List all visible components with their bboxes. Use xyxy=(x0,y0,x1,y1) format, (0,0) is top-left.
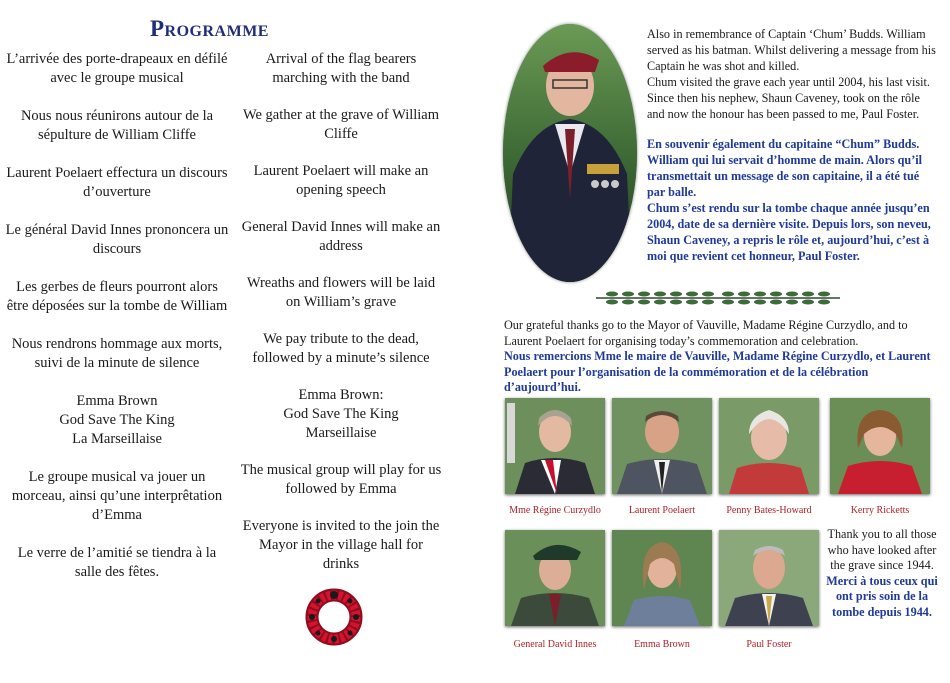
programme-item-en: General David Innes will make an address xyxy=(241,219,441,254)
programme-french-column xyxy=(4,50,230,601)
programme-item-fr: L’arrivée des porte-drapeaux en défilé avec le groupe musical xyxy=(6,51,228,86)
photo-laurent-poelaert xyxy=(612,398,712,494)
caption-kerry-ricketts: Kerry Ricketts xyxy=(850,505,910,516)
thanks-text xyxy=(504,318,940,396)
caption-regine-curzydlo: Mme Régine Curzydlo xyxy=(509,505,601,516)
programme-item-fr: Nous rendrons hommage aux morts, suivi de la minute de silence xyxy=(11,336,223,371)
remembrance-fr-1: En souvenir également du capitaine “Chum” Budds. William qui lui servait d’homme de main. Alors qu’il transmettait un message de son capitaine, il a été tué par balle. xyxy=(647,137,923,199)
photo-penny-bates-howard xyxy=(719,398,819,494)
photo-kerry-ricketts xyxy=(830,398,930,494)
photo-david-innes xyxy=(505,530,605,626)
photo-paul-foster xyxy=(719,530,819,626)
closing-en: Thank you to all those who have looked after the grave since 1944. xyxy=(827,527,937,572)
programme-item-fr: Le groupe musical va jouer un morceau, ainsi qu’une interprêtation d’Emma xyxy=(11,469,223,523)
programme-item-fr: Les gerbes de fleurs pourront alors être déposées sur la tombe de William xyxy=(6,279,228,314)
laurel-divider-icon xyxy=(592,290,844,306)
programme-item-en: We pay tribute to the dead, followed by a minute’s silence xyxy=(252,331,430,366)
programme-item-fr: Emma Brown God Save The King La Marseillaise xyxy=(59,393,175,447)
programme-item-fr: Laurent Poelaert effectura un discours d’ouverture xyxy=(6,165,228,200)
remembrance-fr-2: Chum s’est rendu sur la tombe chaque année jusqu’en 2004, date de sa dernière visite. Depuis lors, son neveu, Shaun Caveney, a repris le rôle et, aujourd’hui, c’est à moi que revient cet honneur, Paul Foster. xyxy=(647,201,931,263)
caption-emma-brown: Emma Brown xyxy=(634,639,690,650)
programme-item-en: The musical group will play for us followed by Emma xyxy=(240,462,442,497)
remembrance-text xyxy=(647,26,937,278)
caption-david-innes: General David Innes xyxy=(513,639,597,650)
photo-emma-brown xyxy=(612,530,712,626)
programme-item-fr: Nous nous réunirons autour de la sépulture de William Cliffe xyxy=(20,108,214,143)
programme-item-fr: Le général David Innes prononcera un discours xyxy=(5,222,229,257)
programme-item-en: Arrival of the flag bearers marching with the band xyxy=(265,51,417,86)
caption-laurent-poelaert: Laurent Poelaert xyxy=(628,505,696,516)
programme-item-en: Everyone is invited to the join the Mayor in the village hall for drinks xyxy=(242,518,440,572)
remembrance-en-2: Chum visited the grave each year until 2004, his last visit. Since then his nephew, Shaun Caveney, took on the rôle and now the honour has been passed to me, Paul Foster. xyxy=(647,75,930,121)
closing-text xyxy=(826,527,938,620)
veteran-portrait-photo xyxy=(503,24,637,282)
programme-english-column xyxy=(240,50,442,592)
thanks-fr: Nous remercions Mme le maire de Vauville, Madame Régine Curzydlo, et Laurent Poelaert pour l’organisation de la commémoration et de la célébration d’aujourd’hui. xyxy=(504,349,931,394)
caption-paul-foster: Paul Foster xyxy=(746,639,792,650)
programme-item-en: We gather at the grave of William Cliffe xyxy=(242,107,440,142)
caption-penny-bates-howard: Penny Bates-Howard xyxy=(726,505,812,516)
thanks-en: Our grateful thanks go to the Mayor of Vauville, Madame Régine Curzydlo, and to Laurent Poelaert for organising today’s commemoration and celebration. xyxy=(504,318,908,348)
closing-fr: Merci à tous ceux qui ont pris soin de la tombe depuis 1944. xyxy=(826,573,938,619)
programme-item-fr: Le verre de l’amitié se tiendra à la salle des fêtes. xyxy=(17,545,217,580)
poppy-wreath-icon xyxy=(302,585,366,649)
page-title: Programme xyxy=(150,16,269,41)
programme-item-en: Laurent Poelaert will make an opening speech xyxy=(253,163,429,198)
photo-regine-curzydlo xyxy=(505,398,605,494)
remembrance-en-1: Also in remembrance of Captain ‘Chum’ Budds. William served as his batman. Whilst delivering a message from his Captain he was shot and killed. xyxy=(647,27,936,73)
programme-item-en: Wreaths and flowers will be laid on William’s grave xyxy=(246,275,436,310)
programme-item-en: Emma Brown: God Save The King Marseillaise xyxy=(283,387,399,441)
